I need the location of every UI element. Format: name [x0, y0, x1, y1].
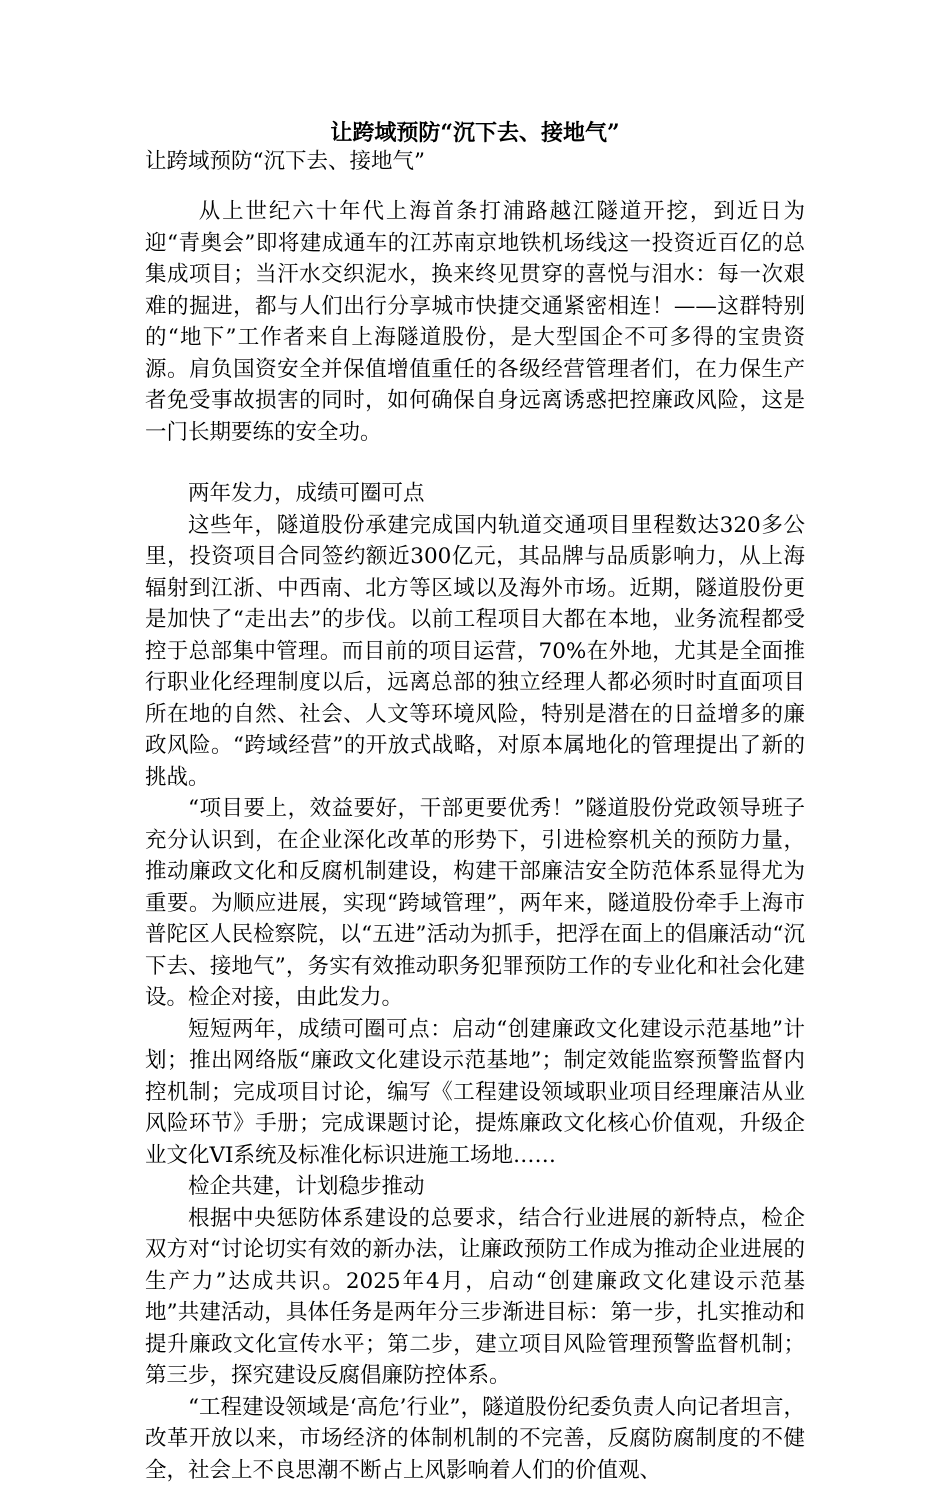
- paragraph-high-risk: “工程建设领域是‘高危’行业”，隧道股份纪委负责人向记者坦言，改革开放以来，市场经济的体制机制的不完善，反腐防腐制度的不健全，社会上不良思潮不断占上风影响着人们的价值观、: [145, 1392, 805, 1486]
- paragraph-achievements: 这些年，隧道股份承建完成国内轨道交通项目里程数达320多公里，投资项目合同签约额近300亿元，其品牌与品质影响力，从上海辐射到江浙、中西南、北方等区域以及海外市场。近期，隧道股份更是加快了“走出去”的步伐。以前工程项目大都在本地，业务流程都受控于总部集中管理。而目前的项目运营，70%在外地，尤其是全面推行职业化经理制度以后，远离总部的独立经理人都必须时时直面项目所在地的自然、社会、人文等环境风险，特别是潜在的日益增多的廉政风险。“跨域经营”的开放式战略，对原本属地化的管理提出了新的挑战。: [145, 510, 805, 794]
- document-body: [145, 196, 805, 1486]
- section-heading-cooperation: 检企共建，计划稳步推动: [145, 1171, 805, 1203]
- document-title: 让跨域预防“沉下去、接地气”: [145, 118, 805, 148]
- paragraph-leadership: “项目要上，效益要好，干部更要优秀！”隧道股份党政领导班子充分认识到，在企业深化改革的形势下，引进检察机关的预防力量，推动廉政文化和反腐机制建设，构建干部廉洁安全防范体系显得尤为重要。为顺应进展，实现“跨域管理”，两年来，隧道股份牵手上海市普陀区人民检察院，以“五进”活动为抓手，把浮在面上的倡廉活动“沉下去、接地气”，务实有效推动职务犯罪预防工作的专业化和社会化建设。检企对接，由此发力。: [145, 793, 805, 1014]
- paragraph-cooperation: 根据中央惩防体系建设的总要求，结合行业进展的新特点，检企双方对“讨论切实有效的新办法，让廉政预防工作成为推动企业进展的生产力”达成共识。2025年4月，启动“创建廉政文化建设示范基地”共建活动，具体任务是两年分三步渐进目标：第一步，扎实推动和提升廉政文化宣传水平；第二步，建立项目风险管理预警监督机制；第三步，探究建设反腐倡廉防控体系。: [145, 1203, 805, 1392]
- paragraph-results: 短短两年，成绩可圈可点：启动“创建廉政文化建设示范基地”计划；推出网络版“廉政文化建设示范基地”；制定效能监察预警监督内控机制；完成项目讨论，编写《工程建设领域职业项目经理廉洁从业风险环节》手册；完成课题讨论，提炼廉政文化核心价值观，升级企业文化VI系统及标准化标识进施工场地……: [145, 1014, 805, 1172]
- paragraph-intro: 从上世纪六十年代上海首条打浦路越江隧道开挖，到近日为迎“青奥会”即将建成通车的江苏南京地铁机场线这一投资近百亿的总集成项目；当汗水交织泥水，换来终见贯穿的喜悦与泪水：每一次艰难的掘进，都与人们出行分享城市快捷交通紧密相连！——这群特别的“地下”工作者来自上海隧道股份，是大型国企不可多得的宝贵资源。肩负国资安全并保值增值重任的各级经营管理者们，在力保生产者免受事故损害的同时，如何确保自身远离诱惑把控廉政风险，这是一门长期要练的安全功。: [145, 196, 805, 448]
- section-heading-achievements: 两年发力，成绩可圈可点: [145, 478, 805, 510]
- paragraph-gap: [145, 448, 805, 478]
- document-subtitle: 让跨域预防“沉下去、接地气”: [145, 147, 805, 177]
